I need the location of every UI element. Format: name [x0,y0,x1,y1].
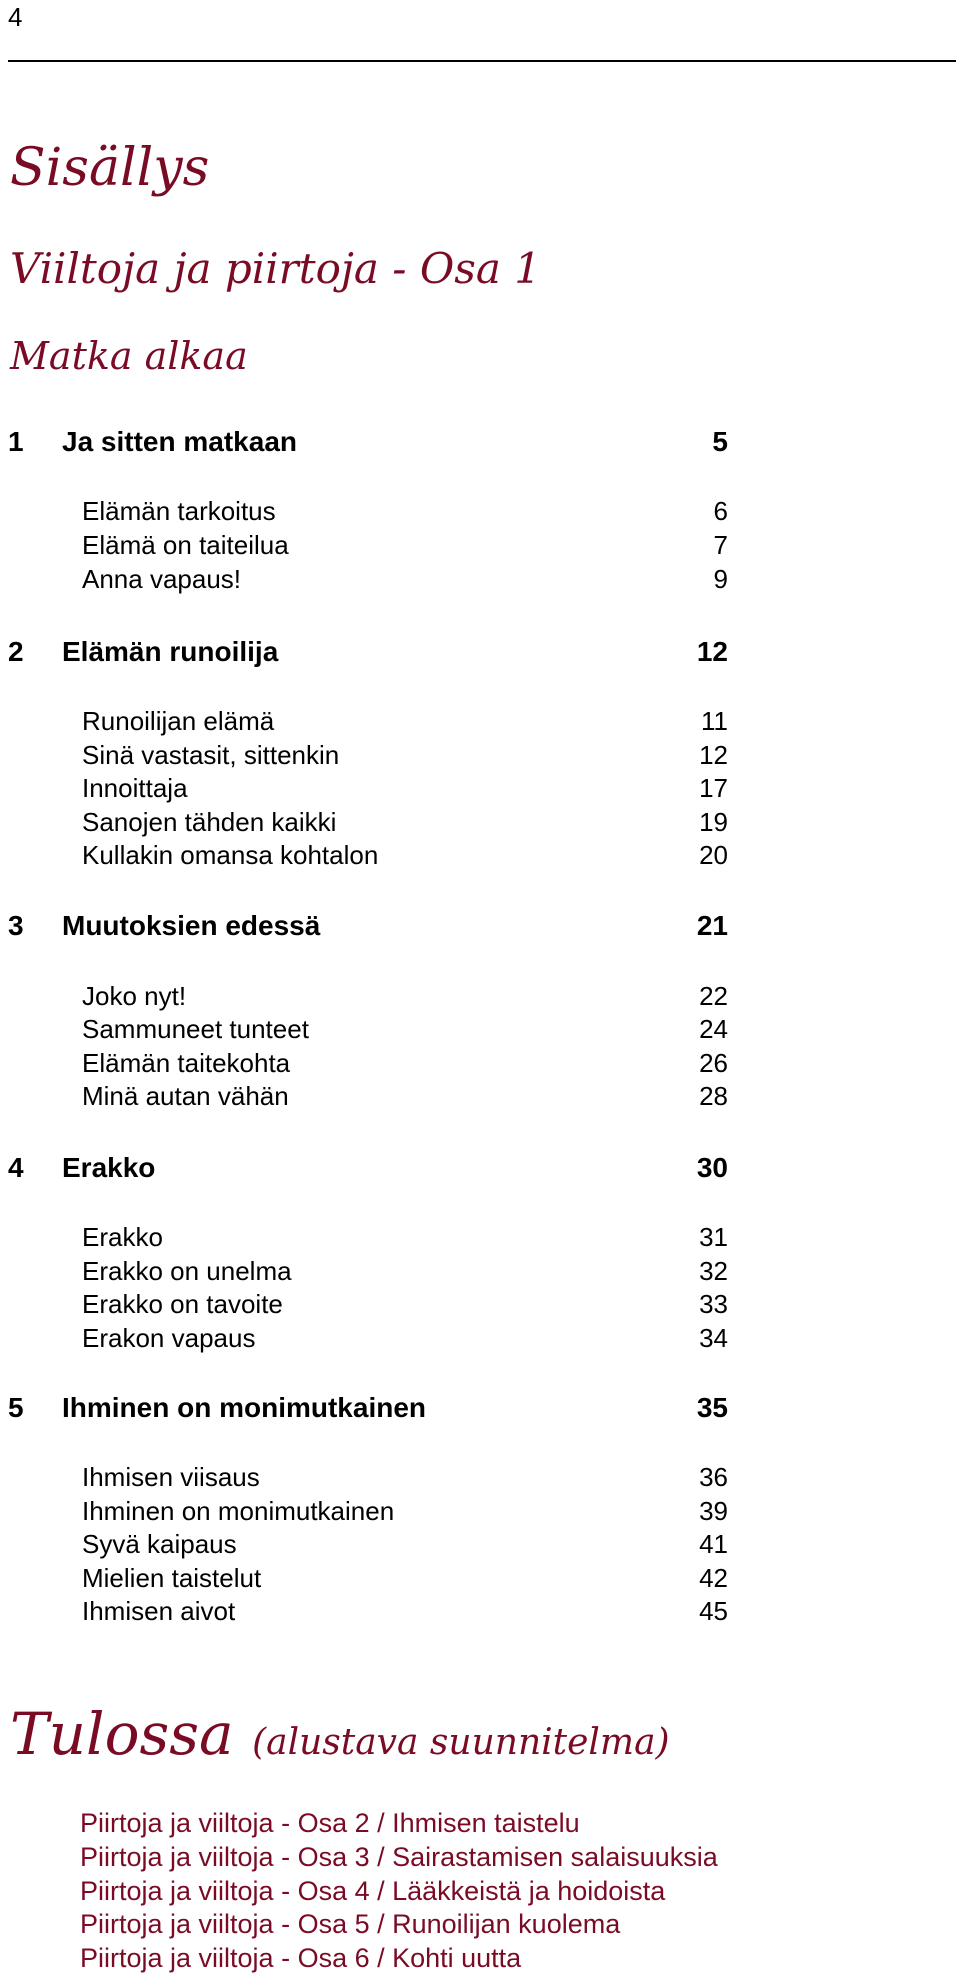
toc-entry [82,1529,728,1563]
toc-entry [82,1081,728,1115]
toc-chapter-3 [8,910,728,946]
chapter-page: 12 [696,636,728,667]
chapter-number: 5 [8,1392,24,1423]
upcoming-title [10,1700,670,1768]
entry-title: Kullakin omansa kohtalon [82,840,379,870]
entry-title: Elämän taitekohta [82,1048,291,1078]
entry-title: Ihmisen aivot [82,1596,236,1626]
entry-title: Elämän tarkoitus [82,496,276,526]
page-number: 4 [8,2,23,32]
chapter-page: 30 [696,1152,728,1183]
entry-page: 33 [699,1289,728,1319]
entry-page: 7 [713,530,728,560]
chapter-page: 21 [696,910,728,941]
entry-title: Elämä on taiteilua [82,530,289,560]
entry-title: Erakko on unelma [82,1256,292,1286]
entry-page: 34 [699,1323,728,1353]
entry-page: 45 [699,1596,728,1626]
part-title: Viiltoja ja piirtoja - Osa 1 [10,244,541,293]
toc-entry [82,1289,728,1323]
chapter-number: 3 [8,910,24,941]
toc-entry [82,1048,728,1082]
toc-entry [82,1014,728,1048]
entry-title: Sanojen tähden kaikki [82,807,337,837]
toc-entry [82,1222,728,1256]
entry-page: 12 [699,740,728,770]
toc-chapter-2 [8,636,728,672]
toc-entry [82,530,728,564]
entry-title: Sinä vastasit, sittenkin [82,740,340,770]
entry-title: Ihmisen viisaus [82,1462,260,1492]
upcoming-item: Piirtoja ja viiltoja - Osa 5 / Runoilijan kuolema [80,1909,621,1939]
chapter-page: 5 [712,426,728,457]
upcoming-item: Piirtoja ja viiltoja - Osa 6 / Kohti uutta [80,1943,522,1973]
entry-page: 22 [699,981,728,1011]
toc-entry [82,1563,728,1597]
chapter-number: 1 [8,426,24,457]
entry-title: Erakko on tavoite [82,1289,283,1319]
chapter-number: 2 [8,636,24,667]
toc-chapter-1 [8,426,728,462]
toc-entry [82,564,728,598]
entry-title: Anna vapaus! [82,564,242,594]
toc-chapter-5 [8,1392,728,1428]
entry-page: 19 [699,807,728,837]
entry-title: Mielien taistelut [82,1563,262,1593]
chapter-title: Erakko [62,1152,156,1183]
entry-page: 6 [713,496,728,526]
toc-entry [82,496,728,530]
chapter-title: Muutoksien edessä [62,910,321,941]
toc-entry [82,1323,728,1357]
chapter-number: 4 [8,1152,24,1183]
header-rule [8,60,956,62]
toc-entry [82,1462,728,1496]
entry-page: 42 [699,1563,728,1593]
upcoming-item: Piirtoja ja viiltoja - Osa 2 / Ihmisen taistelu [80,1808,580,1838]
chapter-title: Elämän runoilija [62,636,279,667]
entry-title: Ihminen on monimutkainen [82,1496,395,1526]
toc-entry [82,1596,728,1630]
toc-entry [82,981,728,1015]
toc-title: Sisällys [10,138,210,198]
entry-page: 36 [699,1462,728,1492]
entry-page: 24 [699,1014,728,1044]
entry-page: 32 [699,1256,728,1286]
toc-entry [82,740,728,774]
upcoming-subtitle: (alustava suunnitelma) [252,1722,670,1763]
toc-entry [82,807,728,841]
entry-page: 41 [699,1529,728,1559]
entry-title: Innoittaja [82,773,188,803]
entry-title: Joko nyt! [82,981,187,1011]
chapter-page: 35 [696,1392,728,1423]
toc-entry [82,1256,728,1290]
entry-page: 31 [699,1222,728,1252]
entry-title: Minä autan vähän [82,1081,289,1111]
entry-page: 26 [699,1048,728,1078]
section-title: Matka alkaa [10,334,248,378]
entry-title: Runoilijan elämä [82,706,275,736]
chapter-title: Ihminen on monimutkainen [62,1392,427,1423]
entry-title: Erakon vapaus [82,1323,256,1353]
upcoming-item: Piirtoja ja viiltoja - Osa 3 / Sairastamisen salaisuuksia [80,1842,718,1872]
entry-page: 11 [701,706,728,736]
toc-entry [82,706,728,740]
entry-title: Syvä kaipaus [82,1529,237,1559]
entry-page: 39 [699,1496,728,1526]
toc-entry [82,840,728,874]
toc-entry [82,773,728,807]
entry-page: 9 [713,564,728,594]
entry-title: Erakko [82,1222,163,1252]
entry-title: Sammuneet tunteet [82,1014,309,1044]
chapter-title: Ja sitten matkaan [62,426,297,457]
upcoming-item: Piirtoja ja viiltoja - Osa 4 / Lääkkeistä ja hoidoista [80,1876,666,1906]
upcoming-heading: Tulossa [10,1700,234,1768]
toc-entry [82,1496,728,1530]
entry-page: 17 [699,773,728,803]
entry-page: 20 [699,840,728,870]
entry-page: 28 [699,1081,728,1111]
toc-chapter-4 [8,1152,728,1188]
